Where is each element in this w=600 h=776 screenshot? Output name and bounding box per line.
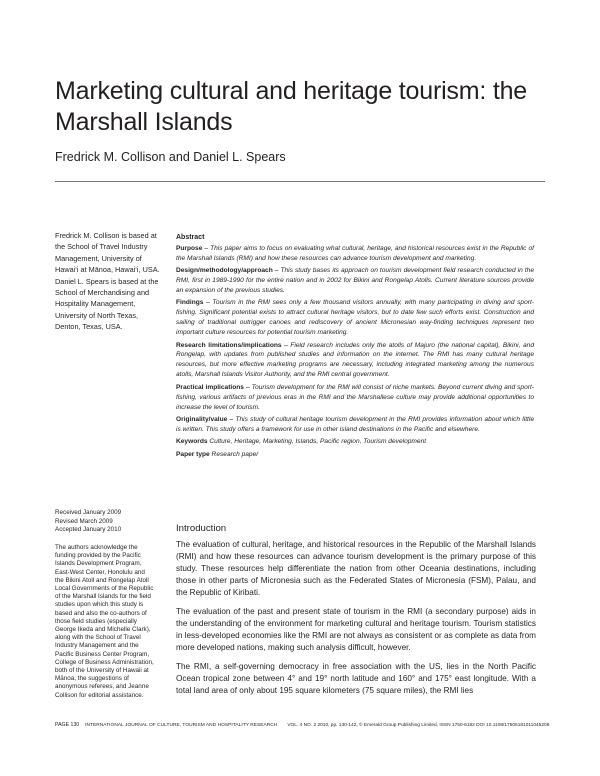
findings-label: Findings [176, 299, 204, 307]
intro-paragraph: The RMI, a self-governing democracy in free association with the US, lies in the North Pacific Ocean tropical zone between 4° and 19° north latitude and 160° and 175° east longitude. With a total land area of only about 195 square kilometers (75 square miles), the RMI lies [176, 661, 536, 696]
article-authors: Fredrick M. Collison and Daniel L. Spears [55, 150, 286, 164]
article-title: Marketing cultural and heritage tourism: the Marshall Islands [55, 77, 527, 136]
design-text: – This study bases its approach on tourism development field research conducted in the RMI, first in 1989-1990 for the entire nation and in 2002 for Bikini and Rongelap Atolls. Current literature sources provide an expansion of the previous studies. [176, 267, 534, 295]
practical-label: Practical implications [176, 383, 244, 391]
practical-text: – Tourism development for the RMI will consist of niche markets. Beyond current diving and sport-fishing, various artifacts of previous eras in the RMI and the Marshallese culture may provide additional opportunities to increase the level of tourism. [176, 383, 534, 411]
abstract-purpose [176, 244, 534, 264]
publication-meta: VOL. 4 NO. 2 2010, pp. 130-142, © Emerald Group Publishing Limited, ISSN 1750-6182 DOI 10.1108/17506181011045208 [287, 722, 550, 728]
abstract-findings [176, 298, 534, 338]
limitations-text: – Field research includes only the atolls of Majuro (the national capital), Bikini, and Rongelap, with updates from published studies and information on the internet. The RMI has many cultural heritage resources, but more effective marketing programs are necessary, including integrated marketing among the numerous atolls, Marshall Islands Visitor Authority, and the RMI central government. [176, 341, 534, 379]
abstract-paper-type [176, 450, 534, 460]
abstract-keywords [176, 437, 534, 447]
intro-paragraph: The evaluation of the past and present state of tourism in the RMI (a secondary purpose) aids in the understanding of the environment for marketing cultural and heritage tourism. Tourism statistics in less-developed economies like the RMI are not always as consistent or as complete as data from more developed nations, making such analysis difficult, however. [176, 606, 536, 653]
paper-type-label: Paper type [176, 450, 210, 458]
abstract-practical [176, 383, 534, 413]
abstract-section [176, 233, 534, 462]
purpose-label: Purpose [176, 244, 203, 252]
purpose-text: – This paper aims to focus on evaluating what cultural, heritage, and historical resources exist in the Republic of the Marshall Islands (RMI) and how these resources can advance tourism development and marketing. [176, 244, 534, 262]
limitations-label: Research limitations/implications [176, 341, 282, 349]
acknowledgement: The authors acknowledge the funding provided by the Pacific Islands Development Program, East-West Center, Honolulu and the Bikini Atoll and Rongelap Atoll Local Governments of the Republic of the Marshall Islands for the field studies upon which this study is based and also the co-authors of those field studies (especially George Ikeda and Michelle Clark), along with the School of Travel Industry Management and the Pacific Business Center Program, College of Business Administration, both of the University of Hawaii at Mānoa, the suggestions of anonymous referees, and Jeanne Collison for editorial assistance. [55, 544, 154, 699]
abstract-heading: Abstract [176, 234, 205, 241]
author-bio-column [55, 230, 160, 333]
accepted-date: Accepted January 2010 [55, 526, 122, 534]
originality-text: – This study of cultural heritage tourism development in the RMI provides information about which little is written. This study offers a framework for use in other island destinations in the Pacific and elsewhere. [176, 415, 534, 433]
keywords-text: Culture, Heritage, Marketing, Islands, Pacific region, Tourism development [207, 438, 427, 446]
author-bio: Fredrick M. Collison is based at the School of Travel Industry Management, University of Hawai‘i at Mānoa, Hawai‘i, USA. Daniel L. Spears is based at the School of Merchandising and Hospitality Management, University of North Texas, Denton, Texas, USA. [55, 231, 160, 332]
findings-text: – Tourism in the RMI sees only a few thousand visitors annually, with many participating in diving and sport-fishing. Significant potential exists to attract cultural heritage visitors, but to date few such efforts exist. Construction and sailing of traditional outrigger canoes and rediscovery of ancient Micronesian way-finding techniques represent two important culture resources for potential tourism marketing. [176, 299, 534, 337]
page-footer [55, 719, 550, 731]
introduction-body [176, 539, 536, 704]
abstract-originality [176, 415, 534, 435]
introduction-heading: Introduction [176, 523, 227, 534]
header-divider [55, 181, 545, 182]
received-date: Received January 2009 [55, 509, 122, 516]
abstract-limitations [176, 341, 534, 381]
revised-date: Revised March 2009 [55, 517, 113, 525]
intro-paragraph: The evaluation of cultural, heritage, and historical resources in the Republic of the Marshall Islands (RMI) and how these resources can advance tourism development is the primary purpose of this study. These resources help differentiate the nation from other Oceania destinations, including those in other parts of Micronesia such as the Federated States of Micronesia (FSM), Palau, and the Republic of Kiribati. [176, 540, 536, 598]
submission-dates [55, 509, 160, 535]
originality-label: Originality/value [176, 415, 228, 423]
design-label: Design/methodology/approach [176, 267, 273, 275]
keywords-label: Keywords [176, 438, 208, 446]
abstract-design [176, 266, 534, 296]
page-number: PAGE 130 [55, 722, 80, 728]
paper-type-text: Research paper [209, 450, 259, 458]
journal-name: INTERNATIONAL JOURNAL OF CULTURE, TOURISM AND HOSPITALITY RESEARCH [85, 722, 278, 728]
